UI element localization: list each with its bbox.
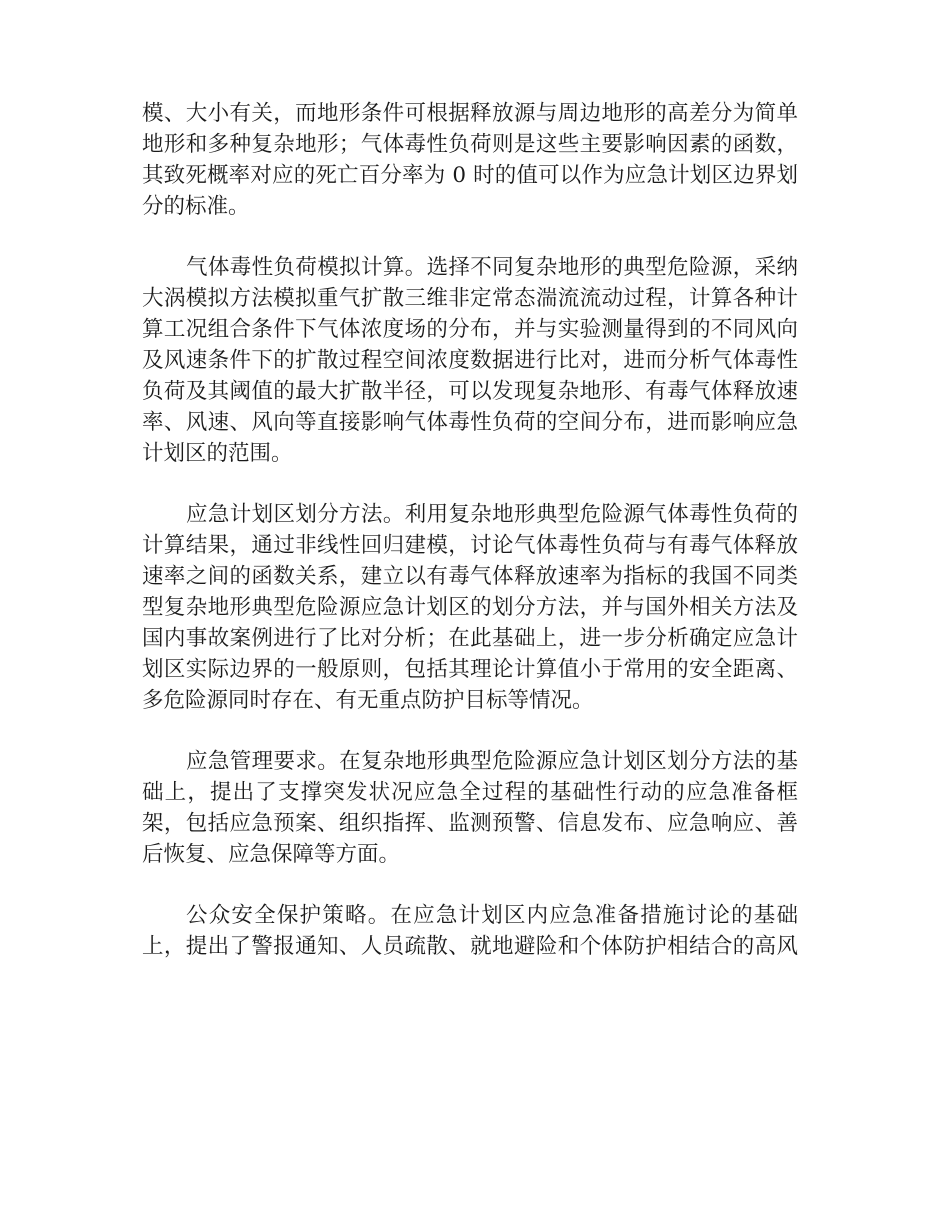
text-line: 多危险源同时存在、有无重点防护目标等情况。: [142, 688, 594, 713]
text-line: 国内事故案例进行了比对分析；在此基础上，进一步分析确定应急计: [142, 626, 798, 651]
text-line: 计算结果，通过非线性回归建模，讨论气体毒性负荷与有毒气体释放: [142, 533, 798, 558]
text-line: 架，包括应急预案、组织指挥、监测预警、信息发布、应急响应、善: [142, 811, 798, 836]
document-body: [142, 98, 798, 992]
paragraph-2: [142, 252, 798, 469]
text-line: 率、风速、风向等直接影响气体毒性负荷的空间分布，进而影响应急: [142, 410, 798, 435]
text-line: 大涡模拟方法模拟重气扩散三维非定常态湍流流动过程，计算各种计: [142, 286, 798, 311]
text-line: 地形和多种复杂地形；气体毒性负荷则是这些主要影响因素的函数，: [142, 132, 798, 157]
text-line: 负荷及其阈值的最大扩散半径，可以发现复杂地形、有毒气体释放速: [142, 379, 798, 404]
text-line: 其致死概率对应的死亡百分率为 0 时的值可以作为应急计划区边界划: [142, 163, 798, 188]
text-line: 上，提出了警报通知、人员疏散、就地避险和个体防护相结合的高风: [142, 934, 798, 959]
text-line: 划区实际边界的一般原则，包括其理论计算值小于常用的安全距离、: [142, 657, 798, 682]
text-line: 气体毒性负荷模拟计算。选择不同复杂地形的典型危险源，采纳: [186, 255, 798, 280]
text-line: 础上，提出了支撑突发状况应急全过程的基础性行动的应急准备框: [142, 780, 798, 805]
text-line: 型复杂地形典型危险源应急计划区的划分方法，并与国外相关方法及: [142, 595, 798, 620]
text-line: 公众安全保护策略。在应急计划区内应急准备措施讨论的基础: [186, 903, 798, 928]
text-line: 计划区的范围。: [142, 441, 293, 466]
paragraph-1: [142, 98, 798, 222]
text-line: 算工况组合条件下气体浓度场的分布，并与实验测量得到的不同风向: [142, 317, 798, 342]
paragraph-3: [142, 499, 798, 716]
paragraph-5: [142, 900, 798, 962]
paragraph-4: [142, 746, 798, 870]
text-line: 速率之间的函数关系，建立以有毒气体释放速率为指标的我国不同类: [142, 564, 798, 589]
text-line: 应急管理要求。在复杂地形典型危险源应急计划区划分方法的基: [186, 749, 798, 774]
text-line: 模、大小有关，而地形条件可根据释放源与周边地形的高差分为简单: [142, 101, 798, 126]
text-line: 及风速条件下的扩散过程空间浓度数据进行比对，进而分析气体毒性: [142, 348, 798, 373]
text-line: 应急计划区划分方法。利用复杂地形典型危险源气体毒性负荷的: [186, 502, 798, 527]
text-line: 后恢复、应急保障等方面。: [142, 842, 401, 867]
text-line: 分的标准。: [142, 194, 250, 219]
